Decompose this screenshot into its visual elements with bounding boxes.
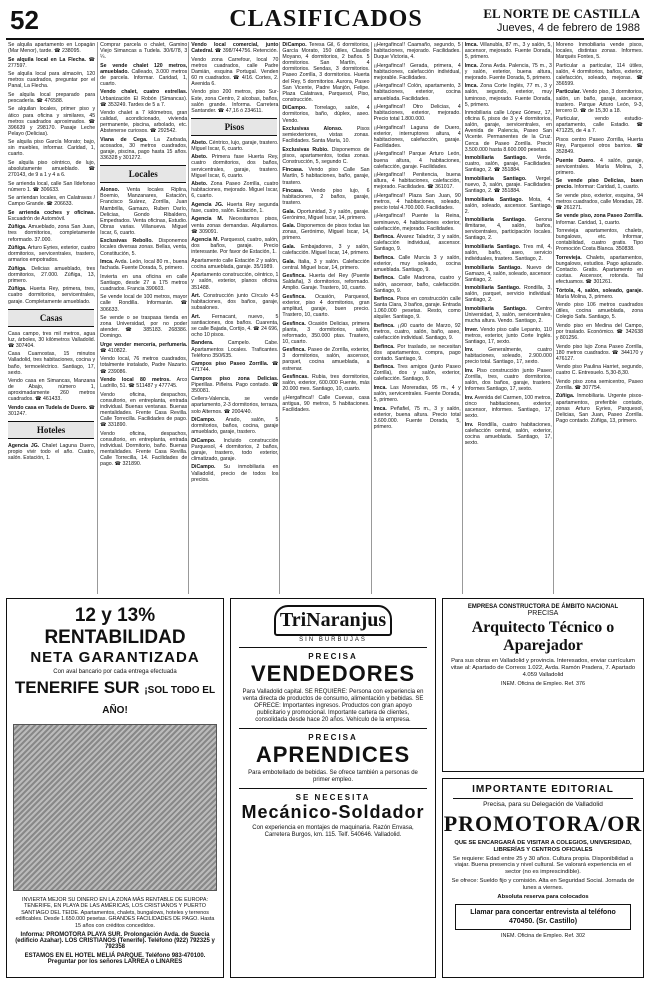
classified-ad: ¡¡Hergafinca!! Parque Arturo León, buena altura, 4 habitaciones, calefacción, garaje. Facilidades. [373,151,461,170]
classified-ad: Gesfinca. Huerta del Rey (Puente Saldaña), 3 dormitorios, reformado. Amplio. Garaje. Trastero, 10, cuarto. [282,273,370,292]
classified-ad: Vendo piso 106 metros cuadrados útiles, cocina amueblada, zona Colegio Safa. Santiago, 5. [555,302,643,321]
mecanico-text: Con experiencia en montajes de maquinaria. Razón Envasa, Carretera Burgos, km. 115. Telf. 540646. Valladolid. [252,825,414,838]
divider [239,788,427,789]
classified-ad: Torrevieja apartamentos, chalets, bungalows, etc. Informar, contabilidad, cuatro gratis. Tipo Promoción Costa Blanca. 350838. [555,228,643,253]
classified-ad: Inmobiliaria Santiago. Vergel, nuevo, 3, salón, garaje. Facilidades. Santiago, 2. ☎ 351884. [464,175,552,195]
classified-ad: Vendo casa en Tudela de Duero. ☎ 301247. [8,404,96,417]
classified-ad: Se alquila apartamento en Lopagán (Mar Menor), tarde. ☎ 238095. [8,42,96,55]
classified-ad: ¡¡Hergafinca!! Caamaño, segundo, 5 habitaciones, mejorado. Facilidades. Duque Victoria, 4. [373,42,461,61]
classified-column [188,42,279,594]
precisa-label: PRECISA [308,733,358,742]
classified-ad: Moreno Inmobiliaria vende pisos, locales, distintas zonas. Informes. Marqués Fontes, 5. [555,42,643,61]
section-title: CLASIFICADOS [229,6,423,32]
category-header: Pisos [191,118,277,136]
classified-ad: Se alquila local preparado para pescadería. ☎ 476588. [8,91,96,104]
classified-column [462,42,553,594]
divider [239,647,427,648]
classified-ad: Ibefinca. ¡¡90 cuarto de Marzo, 92 metros, cuatro, salón, baño, aseo, calefacción individual. Santiago, 9. [373,322,461,342]
classified-ad: DiCampo. Teresa Gil, 6 dormitorios, García Morato, 150 útiles, Claudio Moyano, 4 dormitorios, 2 baños. 5 dormitorios. San Martín, 4 dormitorios. Sendas, 3 dormitorios. Paseo Zorrilla, 3 dormitorios. Huerta del Rey, 5 dormitorios. Aurora, Paseo San Vicente, Padre Manjón, Felipe. Plaza Calatrava, Parquesol, Piso, construcción. [282,42,370,103]
ad-contact: Informa: PROMOTORA PLAYA SUR. Prolongación Avda. de Suecia (edificio Azahar). LOS CRISTIANOS (Tenerife). Teléfono (922) 792325 y 792358 [15,932,215,951]
classified-ad: Gala. Embajadores, 3 y salón, calefacción. Miguel Iscar, 14, primero. [282,243,370,257]
classified-ad: Gesfincas. Rubia, tres dormitorios, salón, exterior, 600.000 Fuente, más 20.000 mes. Santiago, 10, cuarto. [282,374,370,393]
classified-ad: Casa campo, tres mil metros, agua luz, árboles, 30 kilómetros Valladolid. ☎ 307404. [8,330,96,349]
page-header [6,4,644,40]
classified-ad: Exclusivas Rebollo. Disponemos locales diversas zonas. Bellas, venta, Constitución, 5. [100,238,188,257]
classified-ad: Art. Fernacant, nuevo, 5 santiaciones, dos baños. Cuarenta, se calle Bajada, Cortijo, 4. ☎ 24 696, ocho 10 pisos. [191,313,279,338]
classified-ad: Agencia M. Necesitamos pisos, venta zonas demandas. Alquilamos. ☎ 309091. [191,216,279,235]
classified-ad: Imca. Villanubla, 87 m., 3 y salón, 5, ascensor, mejorado. Fuente Dorada, 5, primero. [464,42,552,61]
classified-column [371,42,462,594]
classified-ad: Imca. Peñafiel, 75 m., 3 y salón, exterior, buena altura. Precio total 3.600.000. Fuente Dorada, 5, primero. [373,405,461,430]
aprendices-title: APRENDICES [255,742,411,767]
promotora-offers: Se ofrece: Sueldo fijo y comisión. Alta en Seguridad Social. Jornada de lunes a viernes. [451,877,635,891]
classified-ad: Ibefinca. Calle Madrona, cuatro y salón, ascensor, baño, calefacción. Santiago, 9. [373,275,461,294]
classified-ad: Se vende piso Delicias, buen precio. Informar: Caridad, 1, cuarto. [555,178,643,191]
ad-body: INVIERTA MEJOR SU DINERO EN LA ZONA MÁS RENTABLE DE EUROPA: TENERIFE, EN PLAYA DE LAS AMÉRICAS, LOS CRISTIANOS Y PUERTO SANTIAGO DEL TEIDE. Apartamentos, chalets, bungalows, hoteles y terrenos edificables. Desde 1.650.000 pesetas. GRANDES FACILIDADES DE PAGO. Hasta 15 años con créditos concedidos. [15,897,215,929]
classified-ad: Inmobiliaria Santiago. Tres mil, 4, salón, baño, aseo, servicio individuales, trastero. Santiago, 2. [464,243,552,263]
classified-ad: Se arrienda local, calle San Ildefonso número 1. ☎ 306633. [8,180,96,193]
classified-ad: Fincasa. Vendo piso lujo, 6 habitaciones, 2 baños, garaje, trastero. [282,188,370,207]
classified-ad: ¡¡Hergafinca!! Colón, apartamento, 3 habitaciones, exterior, cocina amueblada. Facilidades. [373,83,461,102]
classified-ad: Art. Construcción junto Círculo 4-5 habitaciones, dos baños, garaje, subsalones. [191,293,279,312]
classified-ad: Torrevieja. Chalets, apartamentos, bungalows, estudios. Pago aplazado. Contacto. Gratis. Apartamento en cuotas. Ascensor, rotonda. Tal efectuamos. ☎ 301261. [555,254,643,286]
classified-ad: Tórtola, 4, salón, soleado, garaje. María Molina, 3, primero. [555,287,643,300]
classified-ad: Zúñiga. Inmobiliaria. Urgente pisos-apartamentos, preferible contado, zonas Arturo Eyries, Parquesol, Delicias, San Juan, Paseo Zorrilla. Pago contado. Zúñiga, 13, primero. [555,393,643,424]
classified-ad: ¡¡Hergafinca!! Puente la Reina, seminuevo, 4 habitaciones exterior, calefacción, mejorado. Facilidades. [373,213,461,232]
classified-ad: Gesfinca. Ocasión, Parquesol, exterior, piso 4 dormitorios, gran amplitud, garaje, buen precio. Trastero, 10, cuarto. [282,293,370,319]
classified-ad: DiCampo. Incluido construcción Parquesol, 4 dormitorios, 2 baños, garaje, trastero, todo exterior, climatizado, garaje. [191,437,279,462]
classified-ad: Inmobiliaria Santiago. Nuevo de Gamazo, 4, salón, soleado, ascensor. Santiago, 2. [464,264,552,283]
beach-photo [13,724,217,891]
promotora-body: QUE SE ENCARGARÁ DE VISITAR A COLEGIOS, UNIVERSIDAD, LIBRERÍAS Y CENTROS OFICIALES [454,840,632,853]
classified-column [6,42,96,594]
classified-ad: Se alquilan locales, primer piso y ático para oficina y similares, 45 metros cuadrados aproximados. ☎ 396639 y 298170. Pasaje Leche Pelayo (Delicias). [8,106,96,137]
classified-column [553,42,644,594]
classified-ad: ¡¡Hergafinca!! Calle Cuevas, casa antigua, 90 metros, 5 habitaciones. Facilidades. [282,394,370,413]
classified-ad: Particular, vendo estudio-apartamento, calle Estadio. ☎ 471225, de 4 a 7. [555,116,643,135]
classified-ad: Gesfinca. Paseo de Zorrilla, exterior, 3 dormitorios, salón, ascensor, parquet, cocina amueblada, a estrenar. [282,347,370,372]
classified-ad: Vendo oficina, despachos, consultorio, en entreplanta, entrada individual. Buenas ventanas. Buenas mentalidades. Frente Casa Revilla. Calle Torrecilla. Facilidades de pago. ☎ 331890. [100,391,188,429]
classified-ad: Gala. Italia, 3 y salón. Calefacción central. Miguel Iscar, 14, primero. [282,258,370,271]
aprendices-text: Para embotellado de bebidas. Se ofrece también a personas de primer empleo. [248,770,418,783]
classified-ad: Abeto. Primera fase Huerta Rey, cuatro dormitorios, dos baños, servicentrales, garaje, trastero. Miguel Iscar, 6, cuarto. [191,154,279,179]
classified-ad: ¡¡Hergafinca!! Gerada, primera, 4 habitaciones, calefacción individual, mejorable. Facilidades. [373,62,461,81]
classified-ad: Inmobiliaria Santiago. Rondilla, 3, salón, parquet, servicio individual. Santiago, 2. [464,285,552,304]
classified-ad: Vendo piso 200 metros, piso Sur-Este, zona Centro, 2 alcobas, baños, salón grande. Informa. Carretera Santander. ☎ 47,16 ó 234611. [191,89,279,114]
classified-ad: Inmobiliaria calle López Gómez, 17, oficina 6, pisos de 3 y 4 dormitorios, salón, garaje, servicentrales, en Avenida de Palencia, Paseo San Vicente. Permanentes de la Cruz. Cerca de Paseo Zorrilla. Precio 3.500.000 hasta 8.600.000 pesetas. [464,110,552,153]
classified-ad: Se vende o se traspasa tienda en zona Universidad, por no poder atender. ☎ 385183. 268386. Domingo. [100,314,188,340]
classified-ad: Vendo local, 76 metros cuadrados, totalmente instalado, Padre Nazario. ☎ 239086. [100,356,188,375]
classified-ad: Se alquila piso céntrico, de lujo, absolutamente amueblado. ☎ 270143, de 9 a 1 y 4 a 6. [8,159,96,179]
classified-ad: Inv. Rondilla, cuatro habitaciones, calefacción central, salón, exterior, cocina amueblada. Santiago, 17, sexto. [464,421,552,446]
classified-ad: Ibefinca. Tres amigos (junto Paseo Zorrilla), dos y salón, exterior, calefacción. Santiago, 9. [373,364,461,383]
classified-ad: Inv. Generalmente, cuatro habitaciones, soleado, 2.900.000 precio total. Santiago, 17, sexto. [464,347,552,366]
editorial-subheading: Precisa, para su Delegación de Valladolid [483,801,603,808]
divider [239,728,427,729]
classified-ad: Urge vender mercería, perfumería. ☎ 410822. [100,341,188,354]
ad-promotora [442,778,644,978]
classified-ad: Inmobiliaria Santiago. Gerona ilimitarse, 4, salón, baños, servicentrales, participación locales. Santiago, 2. [464,217,552,242]
ad-hotel: ESTAMOS EN EL HOTEL MELIÁ PARQUE. Teléfono 983-470100. Preguntar por los señores LARREA o LINARES [24,953,206,966]
logo-text: TriNaranjus [274,605,392,636]
senecesita-label: SE NECESITA [295,793,371,802]
classified-ad: Se vende piso, zona Paseo Zorrilla. Informar. Caridad, 1, cuarto. [555,213,643,226]
classified-ad: Vendo local 80 metros. Arco Ladrillo, 51. ☎ 511487 y 477745. [100,377,188,390]
classified-ad: Pisos centro Paseo Zorrilla, Huerta Rey, Parquesol otros barrios. ☎ 352849. [555,136,643,156]
classified-ad: DiCampo. Arado, salón, 5 dormitorios, baños, cocina, garaje amueblado, garaje, trastero. [191,417,279,436]
precisa-label: PRECISA [308,652,358,661]
classified-ad: Inv. Piso construcción junto Paseo Zorrilla, tres, cuatro dormitorios, salón, dos baños, garaje, trastero. Informes Santiago, 17, sexto. [464,367,552,393]
classified-ad: Comprar parcela o chalet, Gamino Viejo Simancas a Tudela. 30/6/78, 3 ¼. [100,42,188,61]
classified-ad: Vendo piso en Medina del Campo, por traslado. Económico. ☎ 342638 y 801256. [555,322,643,342]
ad-subhead: NETA GARANTIZADA [30,649,200,666]
classified-ad: Se alquila local en La Flecha. ☎ 277597. [8,56,96,69]
classified-ad: Gala. Oportunidad, 3 y salón, garaje. Gerónimo, Miguel Iscar, 14, primero. [282,208,370,221]
classified-ad: Imca. Zona Corte Inglés, 77 m., 3 y salón, segundo, exterior, muy luminoso, mejorado. Fuente Dorada, 5, primero. [464,83,552,108]
classified-ad: Alonso. Venta locales Riplira, Boemio, Manzanares, Estación, Francisco Suárez, Zorrilla, Juan Mambrilla, Gamazo, Ruben Darío, Delicias, Gondo Ribaldero, Empedrados. Venta oficinas, Estudio. Obras varias. Villanueva. Miguel Iscar, 6, cuarto. [100,187,188,236]
classified-ad: Casa Cuarnostas, 15 minutos Valladolid, tres habitaciones, cocina y baño, termoeléctrico. Santiago, 17, sexto. [8,351,96,376]
tenerife-tag: ¡SOL TODO EL AÑO! [102,685,216,716]
category-header: Casas [8,309,94,327]
classified-ad: Inmobiliaria Santiago. Verde, cuatro, salón, garaje, Facilidades. Santiago, 2. ☎ 351884. [464,155,552,174]
issue-date: Jueves, 4 de febrero de 1988 [496,22,640,34]
classified-ad: Imca. Avda. León, local 80 m., buena fachada. Fuente Dorada, 5, primero. [100,259,188,272]
classified-ad: Vendo zona Carrefour, local 70 metros cuadrados, calle Padre Damián, esquina Portugal. Venden 60 m cuadrados. ☎ 4/16. Cortes, 2. Avenida 6. [191,56,279,87]
classified-ad: Se alquila local para almacén, 120 metros cuadrados, preguntar por el Panal, La Flecha. [8,71,96,90]
classified-ad: Se vende local de 100 metros, mayor calle Rondilla. Informarán. ☎ 306633. [100,294,188,313]
classified-ad: Vendo oficina, despachos, consultorio, en entreplanta, entrada individual. Dormitorio, baño. Buenas mentalidades. Frente Casa Revilla. Calle Torrecilla, 14. Facilidades de pago. ☎ 321890. [100,430,188,467]
classified-ad: ¡¡Hergafinca!! Laguna de Duero, exterior, interruptores altura, 4 habitaciones, calefacción, garaje. Facilidades. [373,124,461,149]
promotora-footer: INEM. Oficina de Empleo. Ref. 302 [501,933,585,940]
classified-ad: Inmobiliaria Santiago. Mota, 4, salón, soleado, ascensor. Santiago, 2. [464,196,552,215]
classified-ad: Zúñiga. Arturo Eyries, exterior, cuatro dormitorios, servicentrales, trastero, armarios empotrados. [8,245,96,264]
classified-ad: Se arriendan locales, en Calatravas / Campo Grande. ☎ 206633. [8,195,96,208]
promotora-reserve: Absoluta reserva para colocados [497,893,589,900]
classified-ad: Agencia M. Parquesol, cuatro, salón, dos baños, garaje. Precio interesante. Por favor de Estación, 1. [191,237,279,256]
category-header: Hoteles [8,421,94,439]
newspaper-name: EL NORTE DE CASTILLA [483,6,640,21]
classified-ad: Inver. Vendo piso calle Lepanto, 110 metros, exterior, junto Corte Inglés. Santiago, 17, sexto. [464,326,552,345]
classified-ad: Apartamento calle Estación 2 y salón, cocina amueblada, garaje. 35/1989. [191,257,279,270]
classified-ad: Zúñiga. Huerta Rey, primera, tres, cuatro dormitorios, servicentrales, garaje. Completamente amueblado. [8,286,96,305]
ad-arquitecto [442,598,644,772]
classified-ad: Vendo piso zona semicentro, Paseo Zorrilla. ☎ 307754. [555,378,643,391]
classified-ad: Imca. Zona Avda. Palencia, 75 m., 3 y salón, exterior, buena altura, mejorado. Fuente Dorada, 5, primero. [464,62,552,81]
classified-ad: Ibefinca. Calle Murcia 3 y salón, exterior, muy soleado, cocina amueblada. Santiago, 9. [373,254,461,273]
classified-ad: Vendo chalet, cuatro estrellas. Urbanización El Robón (Simancas). ☎ 353249. Tardes de 5 a 7. [100,89,188,108]
promotora-title: PROMOTORA/OR [443,811,643,836]
vendedores-title: VENDEDORES [250,661,416,686]
classified-ad: Abeto. Zona Paseo Zorrilla, cuatro habitaciones, mejorado. Miguel Iscar, 6, cuarto. [191,181,279,200]
classified-ad: Vendo casa en Simancas, Manzana de Abajo, número 1, aproximadamente 260 metros cuadrados. ☎ 461433. [8,378,96,403]
classified-column [279,42,370,594]
mecanico-title: Mecánico-Soldador [241,802,425,822]
arquitecto-title: Arquitecto Técnico o Aparejador [471,619,615,654]
classified-ad: Campos piso zona Delicias. Piperillas. Piñeira. Pago contado. ☎ 350081. [191,375,279,394]
trinaranjus-logo [273,605,393,643]
classified-ad: Puente Duero. 4 salón, garaje, servicentrales. María Molina, 3, primero. [555,157,643,176]
editorial-heading: IMPORTANTE EDITORIAL [453,784,633,799]
classified-ad: Agencia JG. Chalet Laguna Duero, propio vivir todo el año. Cuatro, salón. Estación, 1. [8,443,96,462]
classified-ad: Particular a particular, 114 útiles, salón, 4 dormitorios, baños, exterior, calefacción, soleado, mejoras. ☎ 356599. [555,62,643,87]
classified-ad: Invierta en una oficina en calle Santiago, desde 27 a 175 metros cuadrados. Francia 390603. [100,273,188,292]
classified-ad: ¡¡Hergafinca!! Penitencia, buena altura, 4 habitaciones, calefacción, mejorado. Facilidades. ☎ 361017. [373,172,461,191]
classified-ad: ¡¡Hergafinca!! Otro Delicias, 4 habitaciones, exterior, mejorado. Precio total 1.800.000. [373,104,461,123]
classified-ad: Agencia JG. Huerta Rey segunda fase, cuatro, salón. Estación, 1. [191,201,279,214]
classified-ad: Vendo chalet a 7 kilómetros, gran calidad, acondicionado, vivienda permanente, piscina, arbolado, etc. Abstenerse curiosos. ☎ 292542. [100,110,188,135]
classified-ad: Bandera. Campelo. Cabe. Apartamentos Locales. Traficantes. Teléfono 350/635. [191,340,279,359]
classified-ad: DiCampo. Su inmobiliaria en Valladolid, precio de todos los precios. [191,464,279,483]
ad-rentabilidad [6,598,224,978]
classified-ad: Se vende chalet 120 metros, amueblado. Calleado, 3.000 metros de parcela. Informar. Caridad, 1, cuarto. [100,62,188,87]
display-ads [6,598,644,978]
classified-ad: Gesfinca. Ocasión Delicias, primera planta, 3 dormitorios, salón, reformado, 350.000 ptas. Trastero, 10, cuarto. [282,320,370,345]
classified-ad: DiCampo. Torrelago, salón, 4 dormitorios, baño, dúplex, aseo. Vendo. [282,105,370,124]
classified-ad: Vendo piso Paulina Harriet, segundo, cuatro C. Entresuelo. 5,30-8,30. [555,364,643,377]
precisa-label: PRECISA [527,610,559,617]
arquitecto-footer: INEM. Oficina de Empleo. Ref. 376 [501,681,585,688]
promotora-requires: Se requiere: Edad entre 25 y 30 años. Cultura propia. Disponibilidad a viajar. Buena presencia y nivel cultural. Se valorará experiencia en el sector (no es imprescindible). [452,855,634,876]
category-header: Locales [100,165,186,183]
classified-ad: Zúñiga. Amueblado, zona San Juan, tres dormitorios, completamente reformado. 37.000. [8,224,96,243]
classified-ad: Campos piso Paseo Zorrilla. ☎ 471744. [191,361,279,374]
classified-ad: Gala. Disponemos de pisos todas las zonas, Gerónimo, Miguel Iscar, 14, primero. [282,223,370,242]
ad-tenerife [7,678,223,718]
vendedores-text: Para Valladolid capital. SE REQUIERE: Persona con experiencia en venta directa de productos de consumo, alimentación y bebidas. SE OFRECE: Importantes ingresos. Productos con gran apoyo publicitario y promocional. Importante cartera de clientes, consolidada desde hace 20 años. Vehículo de la empresa. [242,689,424,723]
classified-ad: Abeto. Céntrico, lujo, garaje, trastero. Miguel Iscar, 6, cuarto. [191,139,279,152]
classified-ad: Zúñiga. Delicias amueblado, tres dormitorios, 27.000. Zúñiga, 13, primero. [8,265,96,284]
classified-ad: Vendo piso lujo Zona Paseo Zorrilla, 180 metros cuadrados. ☎ 344170 y 476127. [555,343,643,362]
classifieds-columns [6,42,644,594]
classified-ad: Viana de Cega. La Zarbada, acosados, 30 metros cuadrados, garaje, piscina, pago hasta 15 años. 336328 y 301272. [100,136,188,162]
ad-trinaranjus [230,598,436,978]
classified-ad: Ibefinca. Álvarez Taladriz, 3 y salón, calefacción individual, ascensor. Santiago, 9. [373,234,461,253]
classified-ad: Exclusivas Rubio. Disponemos de pisos, apartamentos, todas zonas. Construcción, 5, segundo C. [282,146,370,165]
classified-ad: Exclusivas Alonso. Pisos semiexteriores, vistas zonas. Facilidades. Santa María, 10. [282,126,370,145]
ad-line: Con aval bancario por cada entrega efectuada [53,669,177,675]
promotora-call: Llamar para concertar entrevista al teléfono 470450. (Sr. Castillo) [455,904,631,930]
logo-sub: SIN BURBUJAS [299,637,367,643]
classified-ad: Particular. Vendo piso, 3 dormitorios, salón, un baño, garaje, ascensor, trastero. Parque Arturo León, 9-3, tercero D. ☎ de 15,30 a 18. [555,89,643,114]
classified-ad: Vendo local comercial, junto Catedral. ☎ 398/744756. Retención. [191,42,279,55]
page-number: 52 [10,5,39,35]
ad-headline: 12 y 13% RENTABILIDAD [44,605,186,648]
classified-ad: Se arrienda coches y oficinas. Escuadrón de Automóvil. [8,209,96,222]
classified-ad: Ibefinca. Por traslado, se necesitan dos apartamentos, compra, pago contado. Santiago, 9. [373,343,461,362]
classified-ad: Inv. Avenida del Carmen, 100 metros, cinco habitaciones, exterior, ascensor, informes. Santiago, 17, sexto. [464,394,552,420]
arquitecto-body: Para sus obras en Valladolid y provincia. Interesados, enviar currículum vitae al: Apartado de Correos 1.022, Avda. Ramón Pradera, 7. Apartado 4.059 Valladolid [450,658,636,678]
classified-ad: Apartamento construcción, céntrico, 1 y salón, exterior, planos oficina. 351488. [191,272,279,291]
classified-ad: Ibefinca. Pisos en construcción calle Santa Clara, 3 baños, garaje. Entrada 1.060.000 pesetas. Resto, como alquiler. Santiago, 9. [373,296,461,321]
classified-ad: Se vende piso, exterior, esquina, 94 metros cuadrados, calle Moradas, 28. ☎ 261271. [555,192,643,211]
company-line: EMPRESA CONSTRUCTORA DE ÁMBITO NACIONAL [467,604,619,610]
classified-ad: Imca. Las Moreradas, 95 m., 4 y salón, servicentrales. Fuente Dorada, 5, primero. [373,384,461,404]
classified-ad: Cellers-Valencia, se vende apartamento, 2-3 dormitorios, terraza, solo Alternos. ☎ 2004/40. [191,396,279,415]
classified-ad: ¡¡Hergafinca!! Plaza San Juan, 90 metros, 4 habitaciones, soleado, precio total 4.700.000. Facilidades. [373,192,461,211]
classified-ad: Se alquila piso García Morato; bajo, sin muebles, informar. Caridad, 1, cuarto. [8,139,96,158]
classified-ad: Inmobiliaria Santiago. Centro Universidad, 3, salón, servicentrales, mucha altura. Vendo. Santiago, 2. [464,305,552,325]
classified-column [97,42,188,594]
classified-ad: Fincasa. Vendo piso Calle San Martín, 5 habitaciones, baño, garaje, trastero. [282,167,370,186]
tenerife-title: TENERIFE SUR [14,678,140,697]
